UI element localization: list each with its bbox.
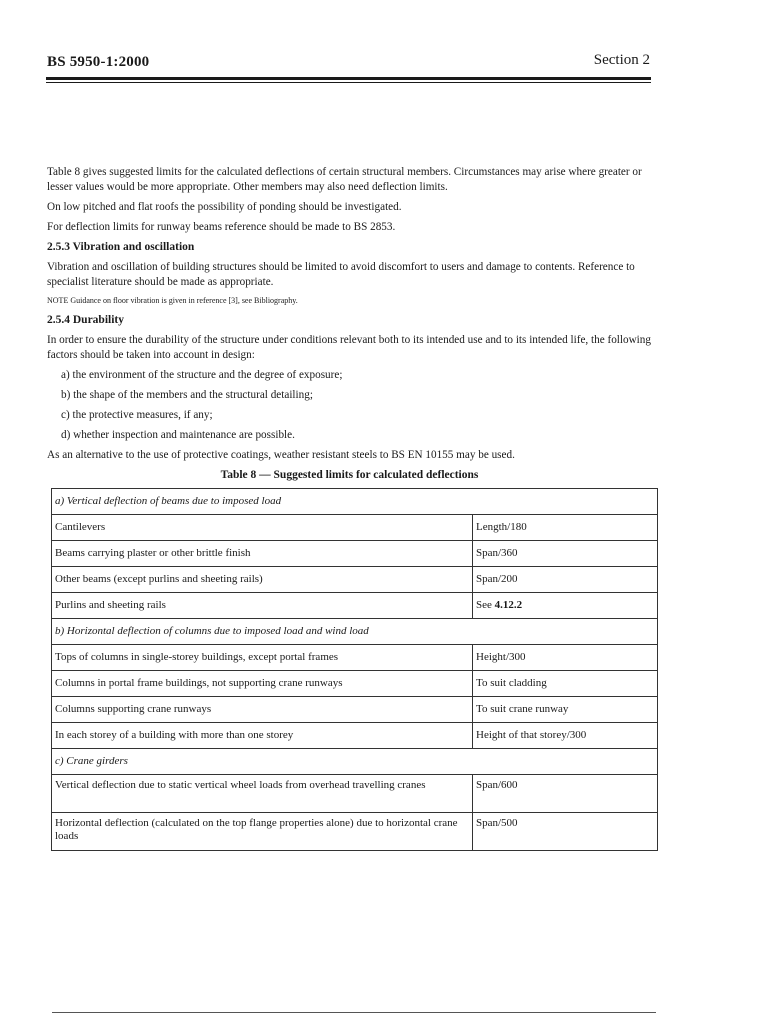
table-row — [52, 645, 658, 671]
paragraph-deflection-intro: Table 8 gives suggested limits for the calculated deflections of certain structural members. Circumstances may arise where greater or lesser values would be more appropriate. Other members may also need deflection limits. — [47, 166, 642, 193]
paragraph-ponding: On low pitched and flat roofs the possibility of ponding should be investigated. — [47, 201, 402, 213]
row-description: Purlins and sheeting rails — [52, 593, 473, 619]
table-row — [52, 723, 658, 749]
page-body — [47, 165, 652, 851]
paragraph-runway-beams: For deflection limits for runway beams reference should be made to BS 2853. — [47, 221, 396, 233]
table-group-row — [52, 489, 658, 515]
row-description: Cantilevers — [52, 515, 473, 541]
clause-reference: 4.12.2 — [494, 599, 523, 611]
section-label: Section 2 — [593, 52, 650, 68]
table-group-row — [52, 619, 658, 645]
heading-vibration: 2.5.3 Vibration and oscillation — [47, 241, 195, 253]
table-row — [52, 515, 658, 541]
row-limit: To suit cladding — [473, 671, 658, 697]
row-description: In each storey of a building with more than one storey — [52, 723, 473, 749]
note-floor-vibration: NOTE Guidance on floor vibration is given in reference [3], see Bibliography. — [47, 296, 298, 305]
row-limit: Span/360 — [473, 541, 658, 567]
limit-prefix: See — [476, 599, 495, 611]
row-limit — [473, 593, 658, 619]
group-a-heading: a) Vertical deflection of beams due to imposed load — [52, 489, 658, 515]
table-row — [52, 775, 658, 813]
row-description: Vertical deflection due to static vertical wheel loads from overhead travelling cranes — [52, 775, 473, 813]
list-item: b) the shape of the members and the structural detailing; — [61, 389, 313, 401]
row-limit: Span/200 — [473, 567, 658, 593]
row-description: Beams carrying plaster or other brittle finish — [52, 541, 473, 567]
row-description: Horizontal deflection (calculated on the top flange properties alone) due to horizontal crane loads — [52, 813, 473, 851]
page-header — [47, 52, 650, 76]
row-limit: Height of that storey/300 — [473, 723, 658, 749]
table-row — [52, 813, 658, 851]
group-b-heading: b) Horizontal deflection of columns due to imposed load and wind load — [52, 619, 658, 645]
paragraph-vibration: Vibration and oscillation of building structures should be limited to avoid discomfort to users and damage to contents. Reference to specialist literature should be made as appropriate. — [47, 261, 635, 288]
table-row — [52, 567, 658, 593]
durability-factor-list — [47, 368, 652, 443]
table-row — [52, 697, 658, 723]
header-rule-thin — [46, 82, 651, 83]
header-rule-thick — [46, 77, 651, 80]
list-item: a) the environment of the structure and the degree of exposure; — [61, 369, 343, 381]
table-row — [52, 593, 658, 619]
row-description: Other beams (except purlins and sheeting rails) — [52, 567, 473, 593]
group-c-heading: c) Crane girders — [52, 749, 658, 775]
row-limit: Span/600 — [473, 775, 658, 813]
row-limit: Length/180 — [473, 515, 658, 541]
deflection-limits-table — [51, 488, 658, 851]
table-title: Table 8 — Suggested limits for calculated deflections — [220, 469, 479, 481]
row-description: Tops of columns in single-storey buildings, except portal frames — [52, 645, 473, 671]
paragraph-weather-steels: As an alternative to the use of protective coatings, weather resistant steels to BS EN 10155 may be used. — [47, 449, 515, 461]
list-item: c) the protective measures, if any; — [61, 409, 213, 421]
row-limit: To suit crane runway — [473, 697, 658, 723]
row-limit: Span/500 — [473, 813, 658, 851]
row-description: Columns in portal frame buildings, not supporting crane runways — [52, 671, 473, 697]
paragraph-durability: In order to ensure the durability of the structure under conditions relevant both to its intended use and to its intended life, the following factors should be taken into account in design: — [47, 334, 651, 361]
row-description: Columns supporting crane runways — [52, 697, 473, 723]
heading-durability: 2.5.4 Durability — [47, 314, 124, 326]
table-row — [52, 671, 658, 697]
table-group-row — [52, 749, 658, 775]
row-limit: Height/300 — [473, 645, 658, 671]
table-row — [52, 541, 658, 567]
document-code: BS 5950-1:2000 — [47, 54, 150, 70]
footer-rule — [52, 1012, 656, 1013]
list-item: d) whether inspection and maintenance are possible. — [61, 429, 295, 441]
